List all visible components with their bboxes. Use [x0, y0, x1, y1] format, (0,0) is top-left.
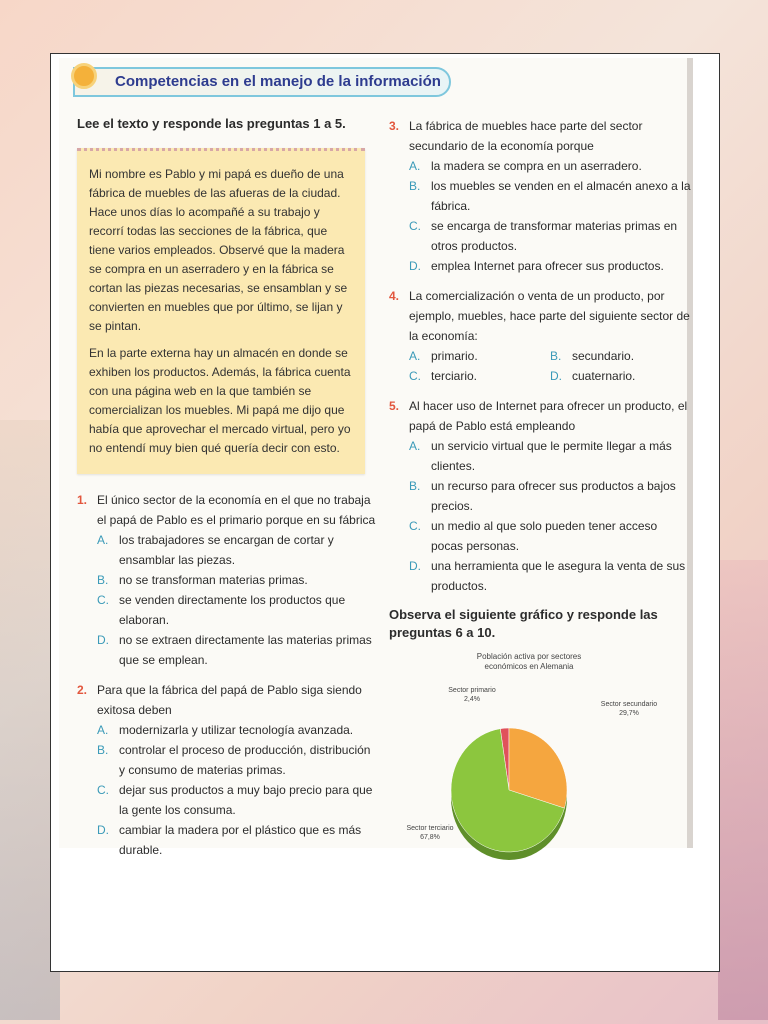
- question-text: La comercialización o venta de un producto, por ejemplo, muebles, hace parte del siguiente sector de la economía:: [409, 289, 690, 343]
- option-letter: A.: [409, 349, 421, 363]
- slice-name: Sector secundario: [600, 701, 658, 708]
- option-text: los trabajadores se encargan de cortar y ensamblar las piezas.: [119, 533, 334, 567]
- option-letter: D.: [409, 259, 421, 273]
- option-text: un medio al que solo pueden tener acceso pocas personas.: [431, 519, 658, 553]
- option-c[interactable]: [409, 216, 691, 256]
- option-text: modernizarla y utilizar tecnología avanzada.: [119, 723, 354, 737]
- option-letter: A.: [97, 533, 109, 547]
- option-letter: B.: [97, 743, 109, 757]
- option-text: controlar el proceso de producción, distribución y consumo de materias primas.: [119, 743, 371, 777]
- option-letter: B.: [97, 573, 109, 587]
- option-letter: D.: [550, 369, 562, 383]
- option-text: la madera se compra en un aserradero.: [431, 159, 642, 173]
- option-row: [409, 346, 691, 366]
- option-letter: A.: [97, 723, 109, 737]
- option-letter: D.: [97, 633, 109, 647]
- option-text: se encarga de transformar materias primas en otros productos.: [431, 219, 678, 253]
- slice-label-terciario: [395, 824, 465, 842]
- option-text: un servicio virtual que le permite llegar a más clientes.: [431, 439, 672, 473]
- chart-title: Población activa por sectores económicos en Alemania: [476, 652, 582, 671]
- option-letter: C.: [97, 593, 109, 607]
- question-3: [389, 116, 691, 276]
- option-d[interactable]: [550, 366, 691, 386]
- slice-value: 67,8%: [420, 834, 440, 841]
- option-text: cambiar la madera por el plástico que es más durable.: [119, 823, 362, 857]
- slice-value: 29,7%: [619, 710, 639, 717]
- option-text: dejar sus productos a muy bajo precio para que la gente los consuma.: [119, 783, 373, 817]
- scanned-page: [59, 58, 693, 857]
- reading-note: [77, 148, 365, 474]
- slide-frame: [50, 53, 720, 972]
- option-a[interactable]: [409, 436, 691, 476]
- option-letter: D.: [97, 823, 109, 837]
- slice-value: 2,4%: [464, 696, 480, 703]
- reading-paragraph: En la parte externa hay un almacén en donde se exhiben los productos. Además, la fábrica cuenta con una página web en la que también se comercializan los muebles. Mi papá me dijo que había que aprovechar el mercado virtual, pero yo no entendí muy bien qué quería decir con esto.: [89, 346, 351, 455]
- option-c[interactable]: [97, 780, 377, 820]
- header-title: Competencias en el manejo de la información: [115, 73, 441, 90]
- left-column: [77, 114, 377, 870]
- option-text: se venden directamente los productos que elaboran.: [119, 593, 346, 627]
- option-letter: B.: [409, 179, 421, 193]
- question-number: 5.: [389, 399, 400, 413]
- option-text: terciario.: [431, 369, 478, 383]
- option-letter: A.: [409, 159, 421, 173]
- section-title: Observa el siguiente gráfico y responde las preguntas 6 a 10.: [389, 607, 658, 640]
- header-bullet-icon: [71, 63, 97, 89]
- option-letter: C.: [97, 783, 109, 797]
- option-c[interactable]: [409, 366, 550, 386]
- option-row: [409, 366, 691, 386]
- option-b[interactable]: [97, 740, 377, 780]
- right-column: [389, 116, 691, 862]
- pie-chart: [389, 652, 689, 862]
- option-a[interactable]: [97, 530, 377, 570]
- option-letter: D.: [409, 559, 421, 573]
- question-number: 2.: [77, 683, 88, 697]
- option-letter: A.: [409, 439, 421, 453]
- option-c[interactable]: [97, 590, 377, 630]
- option-text: emplea Internet para ofrecer sus productos.: [431, 259, 664, 273]
- option-a[interactable]: [409, 156, 691, 176]
- slice-label-secundario: [589, 700, 669, 718]
- option-b[interactable]: [550, 346, 691, 366]
- reading-paragraph: Mi nombre es Pablo y mi papá es dueño de una fábrica de muebles de las afueras de la ciudad. Hace unos días lo acompañé a su trabajo y recorrí todas las secciones de la fábrica, que tiene varios empleados. Observé que la madera se compra en un aserradero y en la fábrica se cortan las piezas necesarias, se ensamblan y se convierten en muebles que por último, se lijan y se pintan.: [89, 167, 348, 333]
- option-b[interactable]: [409, 176, 691, 216]
- option-text: no se transforman materias primas.: [119, 573, 308, 587]
- option-text: los muebles se venden en el almacén anexo a la fábrica.: [431, 179, 691, 213]
- question-4: [389, 286, 691, 386]
- option-d[interactable]: [97, 820, 377, 860]
- option-text: primario.: [431, 349, 478, 363]
- question-number: 4.: [389, 289, 400, 303]
- option-text: un recurso para ofrecer sus productos a bajos precios.: [431, 479, 676, 513]
- option-letter: B.: [409, 479, 421, 493]
- option-letter: C.: [409, 369, 421, 383]
- slice-name: Sector terciario: [406, 825, 454, 832]
- option-d[interactable]: [409, 556, 691, 596]
- question-text: Para que la fábrica del papá de Pablo siga siendo exitosa deben: [97, 683, 362, 717]
- question-text: Al hacer uso de Internet para ofrecer un producto, el papá de Pablo está empleando: [409, 399, 688, 433]
- question-1: [77, 490, 377, 670]
- option-b[interactable]: [409, 476, 691, 516]
- option-letter: B.: [550, 349, 562, 363]
- question-2: [77, 680, 377, 860]
- option-text: una herramienta que le asegura la venta de sus productos.: [431, 559, 686, 593]
- option-letter: C.: [409, 519, 421, 533]
- question-number: 1.: [77, 493, 88, 507]
- option-d[interactable]: [97, 630, 377, 670]
- header-banner: [73, 67, 451, 97]
- option-text: no se extraen directamente las materias primas que se emplean.: [119, 633, 372, 667]
- question-5: [389, 396, 691, 596]
- question-number: 3.: [389, 119, 400, 133]
- option-text: secundario.: [572, 349, 635, 363]
- option-text: cuaternario.: [572, 369, 636, 383]
- instruction-heading: Lee el texto y responde las preguntas 1 a 5.: [77, 116, 346, 131]
- option-a[interactable]: [409, 346, 550, 366]
- question-text: La fábrica de muebles hace parte del sector secundario de la economía porque: [409, 119, 643, 153]
- slice-label-primario: [437, 686, 507, 704]
- question-text: El único sector de la economía en el que no trabaja el papá de Pablo es el primario porque en su fábrica: [97, 493, 376, 527]
- slice-name: Sector primario: [448, 687, 496, 694]
- background-decoration-right: [718, 560, 768, 1020]
- option-b[interactable]: [97, 570, 377, 590]
- option-letter: C.: [409, 219, 421, 233]
- option-d[interactable]: [409, 256, 691, 276]
- option-a[interactable]: [97, 720, 377, 740]
- option-c[interactable]: [409, 516, 691, 556]
